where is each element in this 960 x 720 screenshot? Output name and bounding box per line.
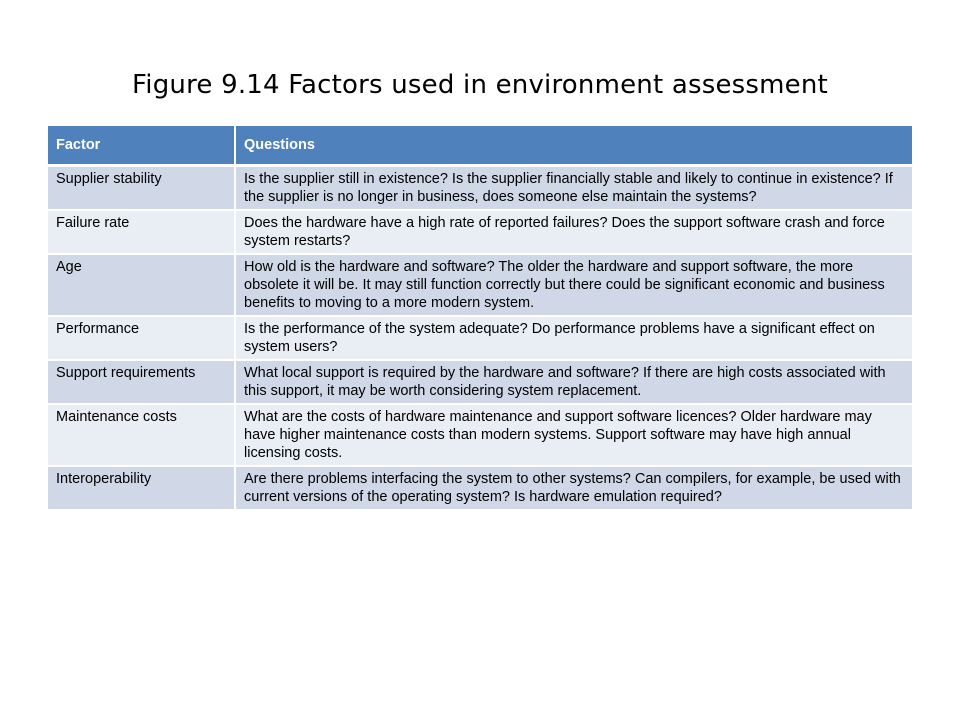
questions-cell: Are there problems interfacing the system to other systems? Can compilers, for example, be used with current versions of the operating system? Is hardware emulation required? bbox=[235, 466, 912, 510]
table-row bbox=[48, 316, 912, 360]
questions-cell: Is the supplier still in existence? Is the supplier financially stable and likely to continue in existence? If the supplier is no longer in business, does someone else maintain the systems? bbox=[235, 166, 912, 211]
questions-cell: Is the performance of the system adequate? Do performance problems have a significant effect on system users? bbox=[235, 316, 912, 360]
factors-table bbox=[48, 126, 912, 511]
factor-cell: Support requirements bbox=[48, 360, 235, 404]
factor-cell: Maintenance costs bbox=[48, 404, 235, 466]
factor-cell: Supplier stability bbox=[48, 166, 235, 211]
questions-cell: What are the costs of hardware maintenance and support software licences? Older hardware may have higher maintenance costs than modern systems. Support software may have high annual licensing costs. bbox=[235, 404, 912, 466]
table-header-row bbox=[48, 126, 912, 166]
table-row bbox=[48, 360, 912, 404]
table-row bbox=[48, 210, 912, 254]
factor-cell: Age bbox=[48, 254, 235, 316]
questions-cell: How old is the hardware and software? The older the hardware and support software, the more obsolete it will be. It may still function correctly but there could be significant economic and business benefits to moving to a more modern system. bbox=[235, 254, 912, 316]
factor-cell: Failure rate bbox=[48, 210, 235, 254]
questions-cell: Does the hardware have a high rate of reported failures? Does the support software crash and force system restarts? bbox=[235, 210, 912, 254]
header-factor: Factor bbox=[48, 126, 235, 166]
questions-cell: What local support is required by the hardware and software? If there are high costs associated with this support, it may be worth considering system replacement. bbox=[235, 360, 912, 404]
table-row bbox=[48, 166, 912, 211]
table-row bbox=[48, 466, 912, 510]
factor-cell: Performance bbox=[48, 316, 235, 360]
factor-cell: Interoperability bbox=[48, 466, 235, 510]
header-questions: Questions bbox=[235, 126, 912, 166]
slide-title: Figure 9.14 Factors used in environment assessment bbox=[132, 70, 828, 100]
table-row bbox=[48, 404, 912, 466]
table-row bbox=[48, 254, 912, 316]
